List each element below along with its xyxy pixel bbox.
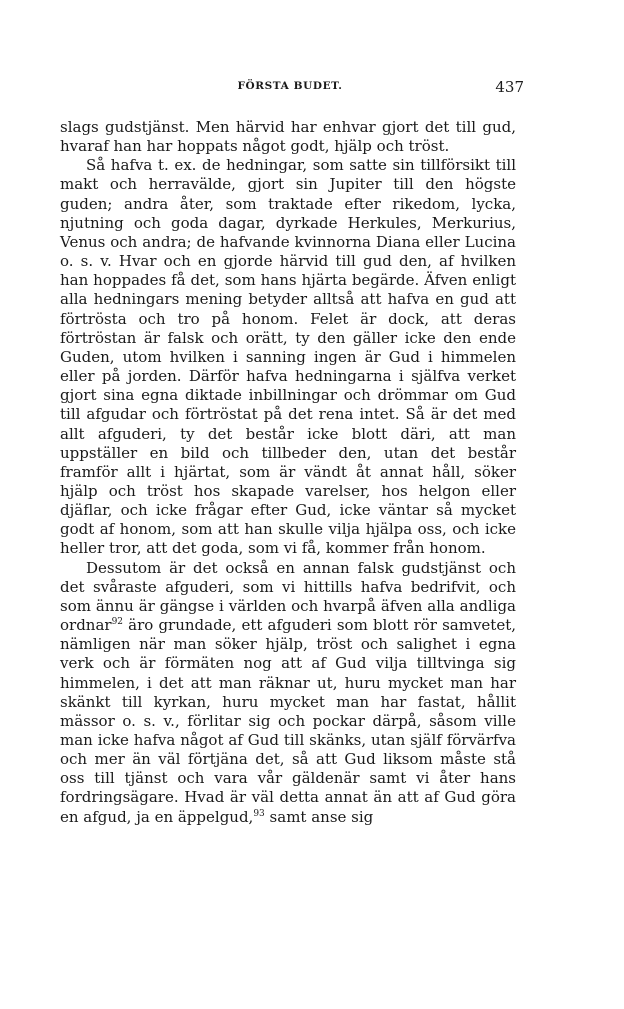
running-head: FÖRSTA BUDET.: [237, 80, 343, 92]
paragraph-continuation: slags gudstjänst. Men härvid har enhvar gjort det till gud, hvaraf han har hoppats något godt, hjälp och tröst.: [60, 118, 516, 156]
paragraph-text-part-3: samt anse sig: [264, 807, 374, 826]
footnote-marker-93: 93: [253, 808, 265, 819]
paragraph-text-part-2: äro grundade, ett afguderi som blott rör samvetet, nämligen när man söker hjälp, tröst och salighet i egna verk och är förmäten nog att af Gud vilja tilltvinga sig himmelen, i det att man räknar ut, huru mycket man har skänkt till kyrkan, huru mycket man har fastat, hållit mässor o. s. v., förlitar sig och pockar därpå, såsom ville man icke hafva något af Gud till skänks, utan själf förvärfva och mer än väl förtjäna det, så att Gud liksom måste stå oss till tjänst och vara vår gäldenär samt vi åter hans fordringsägare. Hvad är väl detta annat än att af Gud göra en afgud, ja en äppelgud,: [60, 616, 516, 826]
page-header: [60, 78, 524, 98]
body-text: [60, 118, 516, 827]
paragraph-heathen-gods: Så hafva t. ex. de hedningar, som satte sin tillförsikt till makt och herravälde, gjort sin Jupiter till den högste guden; andra åter, som traktade efter rikedom, lycka, njutning och goda dagar, dyrkade Herkules, Merkurius, Venus och andra; de hafvande kvinnorna Diana eller Lucina o. s. v. Hvar och en gjorde härvid till gud den, af hvilken han hoppades få det, som hans hjärta begärde. Äfven enligt alla hedningars mening betyder alltså att hafva en gud att förtrösta och tro på honom. Felet är dock, att deras förtröstan är falsk och orätt, ty den gäller icke den ende Guden, utom hvilken i sanning ingen är Gud i himmelen eller på jorden. Därför hafva hedningarna i själfva verket gjort sina egna diktade inbillningar och drömmar om Gud till afgudar och förtröstat på det rena intet. Så är det med allt afguderi, ty det består icke blott däri, att man uppställer en bild och tillbeder den, utan det består framför allt i hjärtat, som är vändt åt annat håll, söker hjälp och tröst hos skapade varelser, hos helgon eller djäflar, och icke frågar efter Gud, icke väntar så mycket godt af honom, som att han skulle vilja hjälpa oss, och icke heller tror, att det goda, som vi få, kommer från honom.: [60, 156, 516, 558]
paragraph-false-worship: [60, 559, 516, 827]
footnote-marker-92: 92: [111, 617, 124, 628]
paragraph-text-part-1: Dessutom är det också en annan falsk gudstjänst och det svåraste afguderi, som vi hittills hafva bedrifvit, och som ännu är gängse i världen och hvarpå äfven alla andliga ordnar: [60, 558, 516, 635]
page-number: 437: [495, 78, 524, 96]
